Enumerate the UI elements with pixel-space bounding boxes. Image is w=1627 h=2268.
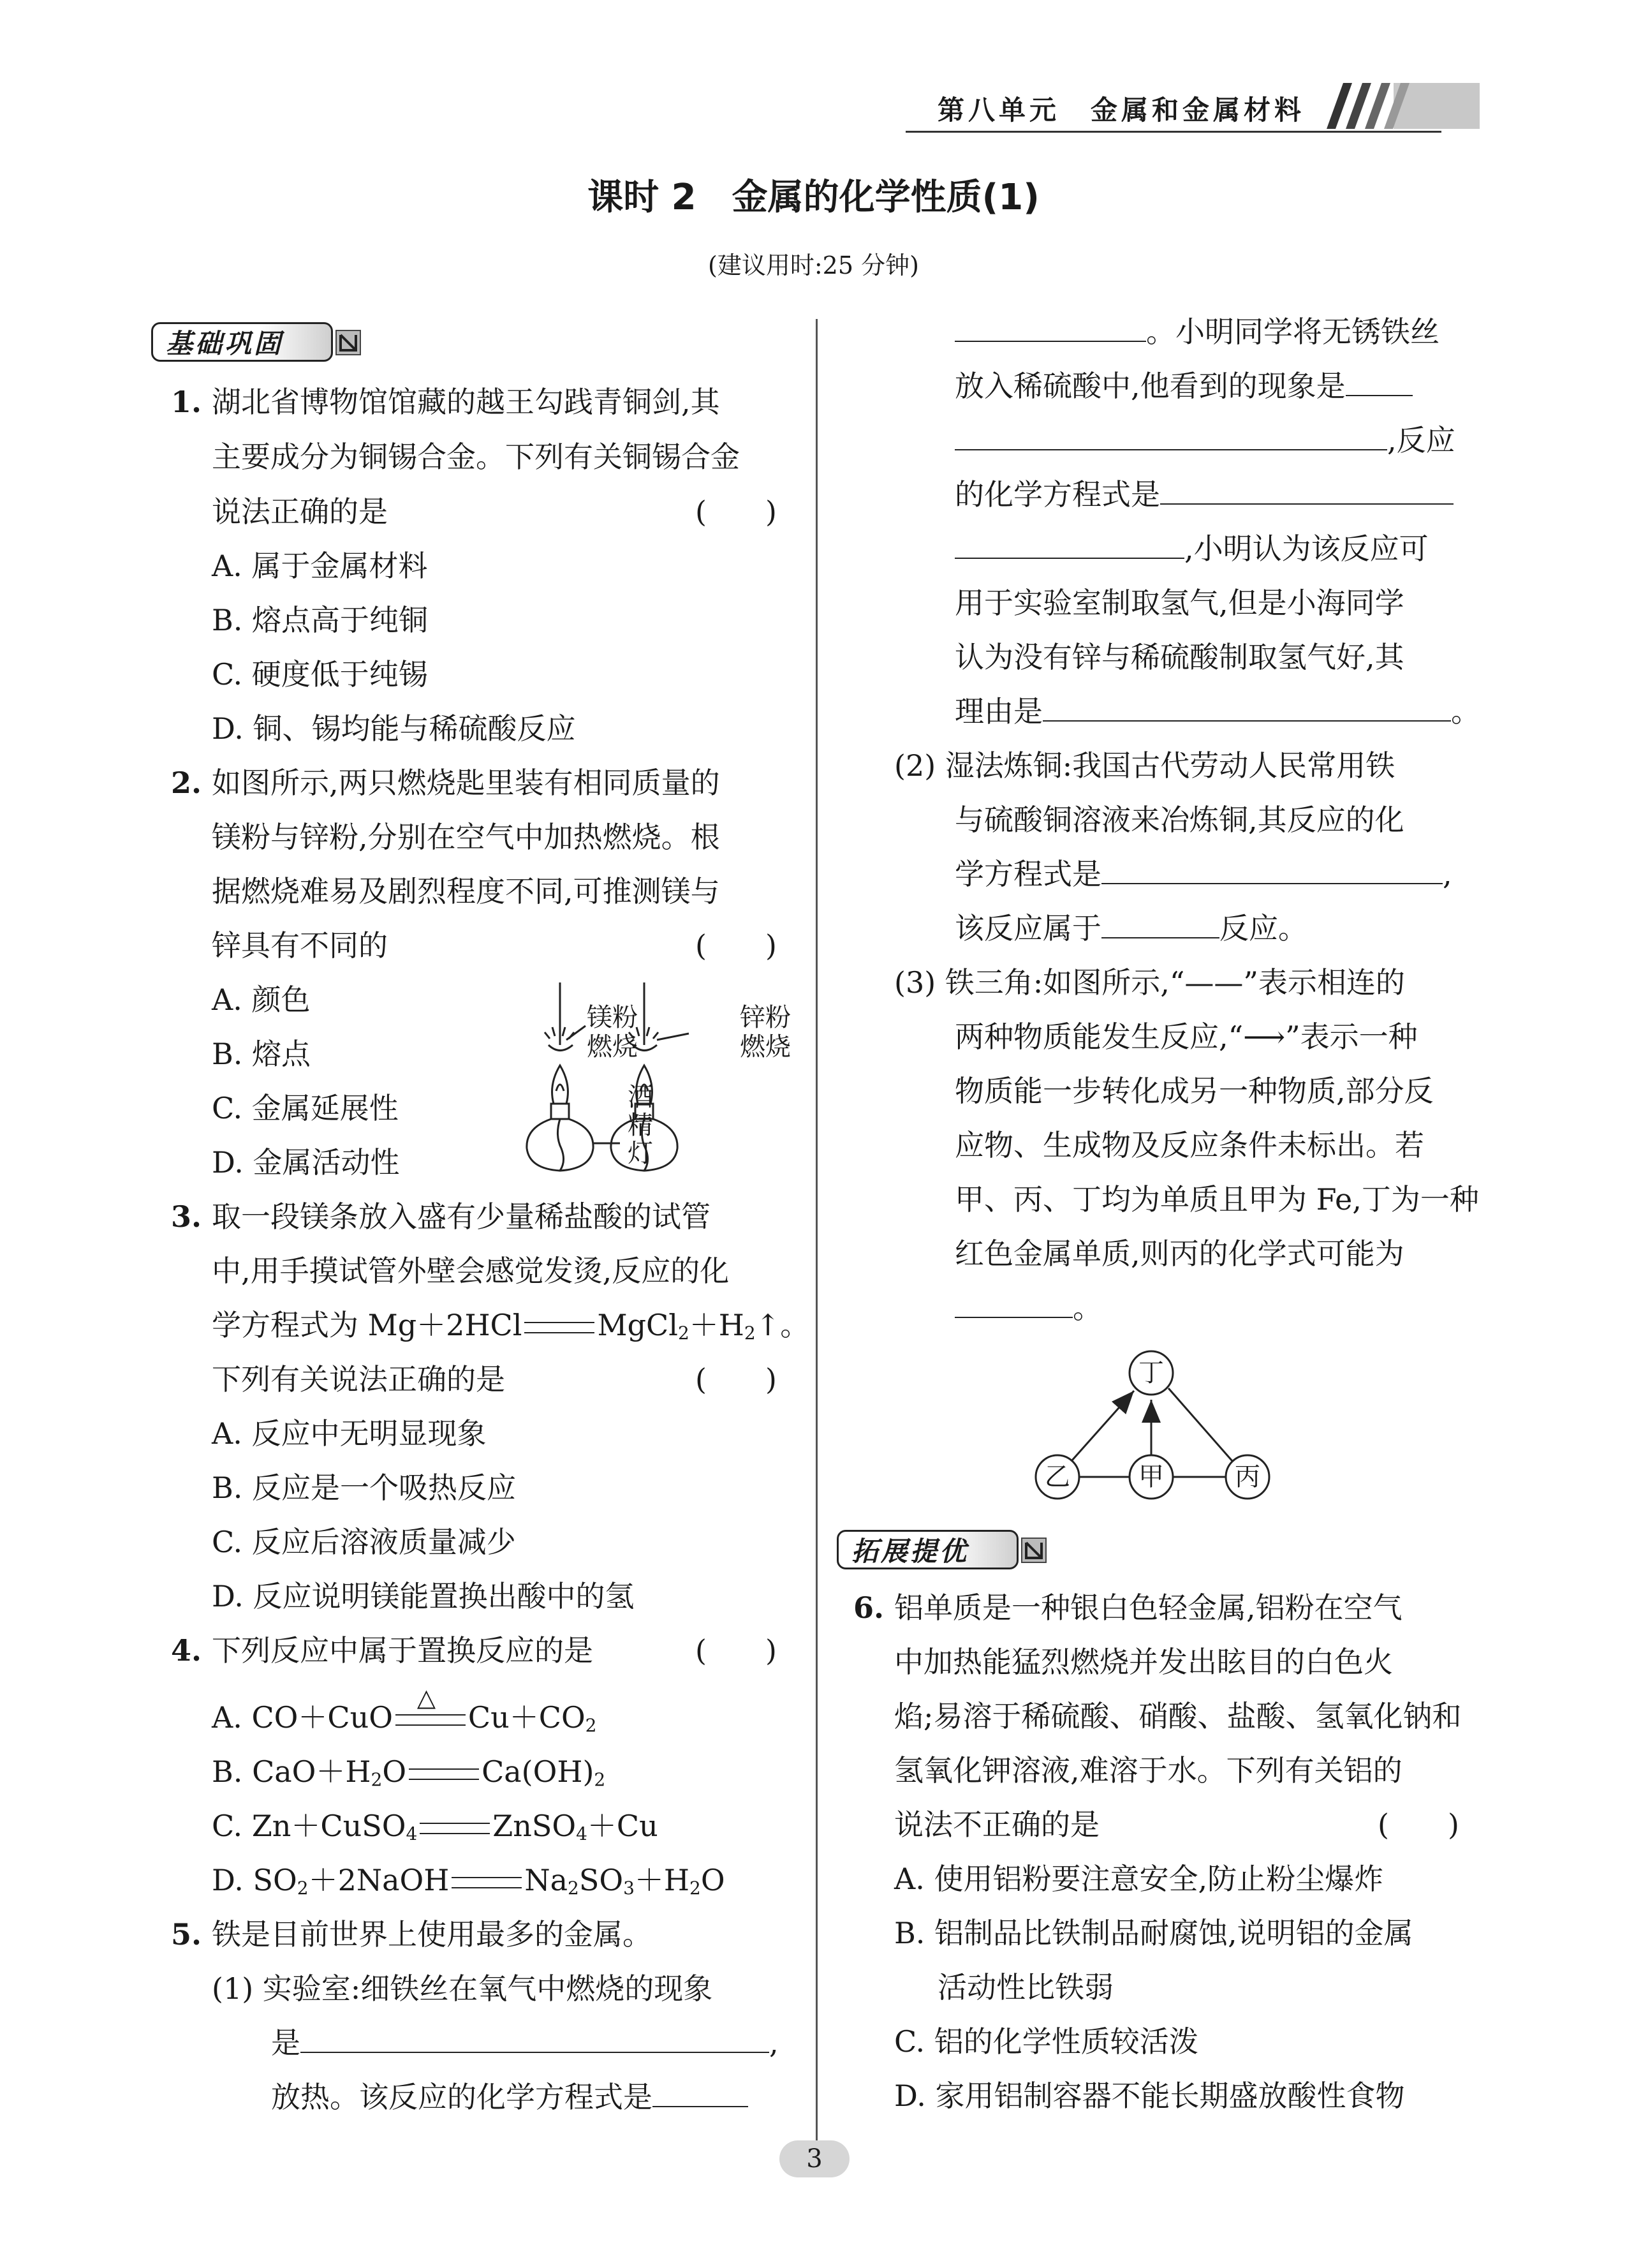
q1-option-b: B. 熔点高于纯铜 <box>212 603 429 637</box>
q1-number: 1. <box>171 385 202 419</box>
q3-answer-paren[interactable]: ( ) <box>695 1362 777 1397</box>
q5-right-line: 的化学方程式是 <box>955 475 1454 514</box>
q5-number: 5. <box>171 1917 202 1952</box>
q6-option-a: A. 使用铝粉要注意安全,防止粉尘爆炸 <box>894 1862 1384 1896</box>
q1-option-a: A. 属于金属材料 <box>212 549 428 583</box>
q4-number: 4. <box>171 1633 202 1668</box>
q6-stem-line: 铝单质是一种银白色轻金属,铝粉在空气 <box>894 1590 1402 1625</box>
alcohol-lamp-figure <box>523 970 797 1180</box>
q5-part2-line: (2) 湿法炼铜:我国古代劳动人民常用铁 <box>894 748 1395 783</box>
q5-blank-copper-equation[interactable] <box>1101 855 1443 884</box>
figure-label-lamp: 灯 <box>628 1139 653 1168</box>
q5-blank-acid-phenomenon-cont[interactable] <box>955 421 1387 450</box>
section-extend-label: 拓展提优 <box>837 1530 1019 1569</box>
suggested-time: (建议用时:25 分钟) <box>708 251 919 279</box>
q1-stem-line: 湖北省博物馆馆藏的越王勾践青铜剑,其 <box>212 385 720 419</box>
q5-part2-line: 与硫酸铜溶液来冶炼铜,其反应的化 <box>955 803 1404 837</box>
q5-right-line: ,反应 <box>955 421 1455 459</box>
q6-answer-paren[interactable]: ( ) <box>1378 1807 1459 1842</box>
q2-stem-line: 镁粉与锌粉,分别在空气中加热燃烧。根 <box>212 820 720 854</box>
q5-right-line: 放入稀硫酸中,他看到的现象是 <box>955 367 1413 405</box>
q2-number: 2. <box>171 766 202 800</box>
figure-label-zn: 燃烧 <box>740 1032 791 1062</box>
q5-right-line: ,小明认为该反应可 <box>955 530 1429 568</box>
column-divider <box>816 319 818 2156</box>
q6-stem-line: 氢氧化钾溶液,难溶于水。下列有关铝的 <box>894 1753 1402 1788</box>
page-number: 3 <box>779 2140 850 2177</box>
q2-stem-line: 锌具有不同的 <box>212 928 388 963</box>
q3-option-d: D. 反应说明镁能置换出酸中的氢 <box>212 1579 635 1613</box>
q4-option-c: C. Zn＋CuSO$_4$ ZnSO$_4$＋Cu <box>212 1809 658 1844</box>
section-arrow-icon <box>335 330 361 355</box>
q6-option-b-cont: 活动性比铁弱 <box>938 1970 1114 2005</box>
q1-option-d: D. 铜、锡均能与稀硫酸反应 <box>212 711 576 746</box>
node-ding: 丁 <box>1138 1358 1164 1388</box>
q6-stem-line: 焰;易溶于稀硫酸、硝酸、盐酸、氢氧化钠和 <box>894 1699 1462 1733</box>
q6-option-c: C. 铝的化学性质较活泼 <box>894 2024 1198 2059</box>
q4-option-a: A. CO＋CuO △ $Cu+CO_2$ <box>212 1684 597 1736</box>
q3-equation-line: 学方程式为 Mg＋2HCl $MgCl_2+H_2↑$。 <box>212 1308 810 1344</box>
q5-part3-line: 物质能一步转化成另一种物质,部分反 <box>955 1074 1434 1108</box>
q3-option-c: C. 反应后溶液质量减少 <box>212 1525 516 1559</box>
q6-stem-line: 说法不正确的是 <box>894 1807 1100 1842</box>
q5-part2-line: 学方程式是 , <box>955 855 1452 893</box>
q2-option-a: A. 颜色 <box>212 982 311 1017</box>
q2-option-d: D. 金属活动性 <box>212 1145 400 1180</box>
q2-option-b: B. 熔点 <box>212 1037 311 1071</box>
q3-stem-line: 取一段镁条放入盛有少量稀盐酸的试管 <box>212 1199 710 1234</box>
q3-number: 3. <box>171 1199 202 1234</box>
q5-blank-reason[interactable] <box>1043 692 1451 722</box>
q2-stem-line: 如图所示,两只燃烧匙里装有相同质量的 <box>212 766 720 800</box>
q1-answer-paren[interactable]: ( ) <box>695 494 777 529</box>
q6-option-d: D. 家用铝制容器不能长期盛放酸性食物 <box>894 2079 1405 2113</box>
q5-right-line: 。小明同学将无锈铁丝 <box>955 313 1439 351</box>
figure-label-lamp: 酒 <box>628 1083 653 1112</box>
q5-right-line: 认为没有锌与稀硫酸制取氢气好,其 <box>955 640 1404 674</box>
q5-blank-acid-equation-cont[interactable] <box>955 530 1184 559</box>
section-arrow-icon <box>1021 1538 1047 1563</box>
q3-stem-line: 下列有关说法正确的是 <box>212 1362 505 1397</box>
q6-stem-line: 中加热能猛烈燃烧并发出眩目的白色火 <box>894 1645 1393 1679</box>
q5-stem: 铁是目前世界上使用最多的金属。 <box>212 1917 652 1952</box>
q5-part1-line: 放热。该反应的化学方程式是 <box>271 2078 748 2116</box>
q4-option-b: B. $CaO+H_2O$ $Ca(OH)_2$ <box>212 1754 606 1790</box>
q5-part1-line: 是 , <box>271 2024 779 2062</box>
figure-label-mg: 镁粉 <box>587 1003 638 1032</box>
q5-part3-line: 红色金属单质,则丙的化学式可能为 <box>955 1236 1404 1271</box>
q4-stem: 下列反应中属于置换反应的是 <box>212 1633 593 1668</box>
node-yi: 乙 <box>1045 1462 1070 1492</box>
q4-answer-paren[interactable]: ( ) <box>695 1633 777 1668</box>
gas-up-arrow-icon: ↑ <box>755 1308 781 1342</box>
q5-blank-equation[interactable] <box>652 2078 748 2107</box>
figure-label-mg: 燃烧 <box>587 1032 638 1062</box>
node-jia: 甲 <box>1138 1462 1164 1492</box>
lesson-title: 课时 2 金属的化学性质(1) <box>587 177 1040 218</box>
q4-option-d: D. $SO_2+2NaOH$ $Na_2SO_3+H_2O$ <box>212 1863 725 1899</box>
node-bing: 丙 <box>1235 1462 1260 1492</box>
q5-blank-acid-equation[interactable] <box>1160 475 1454 505</box>
q5-part3-line: 应物、生成物及反应条件未标出。若 <box>955 1128 1424 1162</box>
figure-label-zn: 锌粉 <box>740 1003 791 1032</box>
q5-blank-reaction-type[interactable] <box>1101 909 1219 938</box>
q5-blank-phenomenon[interactable] <box>300 2024 769 2053</box>
q3-option-b: B. 反应是一个吸热反应 <box>212 1471 517 1505</box>
q6-number: 6. <box>853 1590 885 1625</box>
q2-answer-paren[interactable]: ( ) <box>695 928 777 963</box>
q5-right-line: 用于实验室制取氢气,但是小海同学 <box>955 586 1404 620</box>
q5-blank-acid-phenomenon[interactable] <box>1346 367 1413 396</box>
q5-blank-bing-formula[interactable] <box>955 1289 1073 1318</box>
heat-triangle-icon: △ <box>416 1684 436 1712</box>
q6-option-b: B. 铝制品比铁制品耐腐蚀,说明铝的金属 <box>894 1916 1413 1950</box>
q5-blank-equation-cont[interactable] <box>955 313 1146 342</box>
figure-label-lamp: 精 <box>628 1111 653 1140</box>
q5-part3-line: (3) 铁三角:如图所示,“——”表示相连的 <box>894 965 1405 1000</box>
section-basic-label: 基础巩固 <box>151 322 333 362</box>
q1-stem-line: 主要成分为铜锡合金。下列有关铜锡合金 <box>212 440 740 474</box>
q2-option-c: C. 金属延展性 <box>212 1091 399 1125</box>
q3-stem-line: 中,用手摸试管外壁会感觉发烫,反应的化 <box>212 1254 730 1288</box>
q5-part3-line: 甲、丙、丁均为单质且甲为 Fe,丁为一种 <box>955 1182 1479 1217</box>
q1-stem-line: 说法正确的是 <box>212 494 388 529</box>
q5-right-line: 理由是 。 <box>955 692 1480 730</box>
q5-part1-line: (1) 实验室:细铁丝在氧气中燃烧的现象 <box>212 1971 713 2006</box>
header-stripes-icon <box>1327 83 1480 129</box>
header-rule <box>906 131 1441 133</box>
unit-header: 第八单元 金属和金属材料 <box>938 94 1306 126</box>
q3-option-a: A. 反应中无明显现象 <box>212 1416 487 1451</box>
q5-part2-line: 该反应属于 反应。 <box>955 909 1307 947</box>
q5-part3-line: 两种物质能发生反应,“⟶”表示一种 <box>955 1019 1418 1054</box>
q2-stem-line: 据燃烧难易及剧烈程度不同,可推测镁与 <box>212 874 720 908</box>
q1-option-c: C. 硬度低于纯锡 <box>212 657 428 692</box>
q5-part3-line: 。 <box>955 1289 1102 1327</box>
